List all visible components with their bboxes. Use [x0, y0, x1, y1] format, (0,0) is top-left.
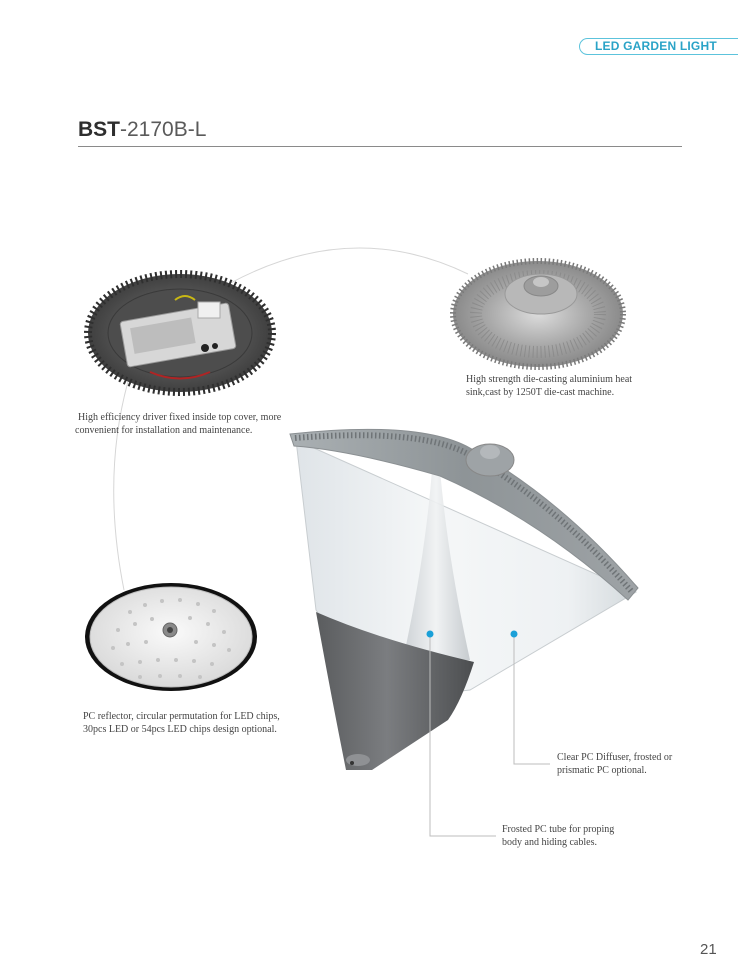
caption-tube — [502, 823, 614, 849]
model-prefix: BST — [78, 118, 120, 141]
caption-reflector-line1: PC reflector, circular permutation for LED chips, — [83, 711, 280, 722]
callout-dot-tube — [427, 631, 434, 638]
caption-reflector — [83, 710, 280, 736]
garden-lamp-product — [290, 429, 638, 770]
caption-driver-line1: High efficiency driver fixed inside top cover, more — [78, 412, 282, 423]
caption-diffuser-line1: Clear PC Diffuser, frosted or — [557, 752, 673, 763]
caption-diffuser — [557, 751, 672, 777]
caption-heatsink-line2: sink,cast by 1250T die-cast machine. — [466, 387, 615, 398]
caption-driver-line2: convenient for installation and maintenance. — [75, 425, 253, 436]
caption-heatsink — [466, 373, 632, 399]
caption-reflector-line2: 30pcs LED or 54pcs LED chips design optional. — [83, 724, 277, 735]
heat-sink-photo — [453, 261, 623, 367]
caption-diffuser-line2: prismatic PC optional. — [557, 765, 647, 776]
caption-heatsink-line1: High strength die-casting aluminium heat — [466, 374, 633, 385]
arc-left — [114, 368, 132, 590]
caption-driver — [75, 411, 281, 437]
callout-dot-diffuser — [511, 631, 518, 638]
model-suffix: -2170B-L — [120, 118, 207, 141]
page-number: 21 — [700, 941, 717, 958]
caption-tube-line2: body and hiding cables. — [502, 837, 597, 848]
caption-tube-line1: Frosted PC tube for proping — [502, 824, 615, 835]
driver-compartment-photo — [88, 274, 272, 392]
reflector-photo — [85, 583, 257, 691]
category-label: LED GARDEN LIGHT — [595, 39, 717, 53]
